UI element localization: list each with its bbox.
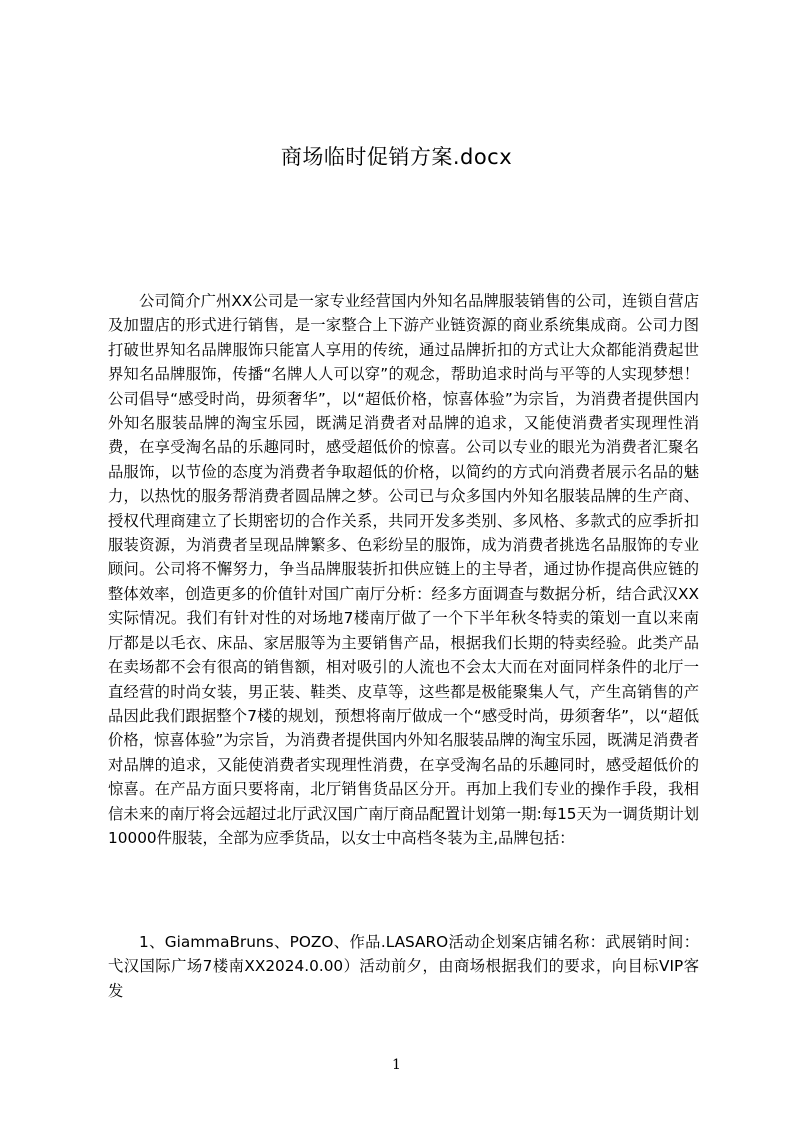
- paragraph-company-intro: 公司简介广州XX公司是一家专业经营国内外知名品牌服装销售的公司，连锁自营店及加盟店的形式进行销售，是一家整合上下游产业链资源的商业系统集成商。公司力图打破世界知名品牌服饰只能富人享用的传统，通过品牌折扣的方式让大众都能消费起世界知名品牌服饰，传播“名牌人人可以穿”的观念，帮助追求时尚与平等的人实现梦想！公司倡导“感受时尚，毋须奢华”，以“超低价格，惊喜体验”为宗旨，为消费者提供国内外知名服装品牌的淘宝乐园，既满足消费者对品牌的追求，又能使消费者实现理性消费，在享受淘名品的乐趣同时，感受超低价的惊喜。公司以专业的眼光为消费者汇聚名品服饰，以节俭的态度为消费者争取超低的价格，以简约的方式向消费者展示名品的魅力，以热忱的服务帮消费者圆品牌之梦。公司已与众多国内外知名服装品牌的生产商、授权代理商建立了长期密切的合作关系，共同开发多类别、多风格、多款式的应季折扣服装资源，为消费者呈现品牌繁多、色彩纷呈的服饰，成为消费者挑选名品服饰的专业顾问。公司将不懈努力，争当品牌服装折扣供应链上的主导者，通过协作提高供应链的整体效率，创造更多的价值针对国广南厅分析：经多方面调查与数据分析，结合武汉XX实际情况。我们有针对性的对场地7楼南厅做了一个下半年秋冬特卖的策划一直以来南厅都是以毛衣、床品、家居服等为主要销售产品，根据我们长期的特卖经验。此类产品在卖场都不会有很高的销售额，相对吸引的人流也不会太大而在对面同样条件的北厅一直经营的时尚女装，男正装、鞋类、皮草等，这些都是极能聚集人气，产生高销售的产品因此我们跟据整个7楼的规划，预想将南厅做成一个“感受时尚，毋须奢华”，以“超低价格，惊喜体验”为宗旨，为消费者提供国内外知名服装品牌的淘宝乐园，既满足消费者对品牌的追求，又能使消费者实现理性消费，在享受淘名品的乐趣同时，感受超低价的惊喜。在产品方面只要将南，北厅销售货品区分开。再加上我们专业的操作手段，我相信未来的南厅将会远超过北厅武汉国广南厅商品配置计划第一期:每15天为一调货期计划10000件服装，全部为应季货品，以女士中高档冬装为主,品牌包括：: [108, 292, 699, 847]
- paragraph-brand-list: 1、GiammaBruns、POZO、作品.LASARO活动企划案店铺名称：武展销时间：弋汉国际广场7楼南XX2024.0.00）活动前夕，由商场根据我们的要求，向目标VIP客发: [108, 933, 699, 1000]
- page-number: 1: [392, 1057, 401, 1073]
- document-title: 商场临时促销方案.docx: [280, 145, 513, 169]
